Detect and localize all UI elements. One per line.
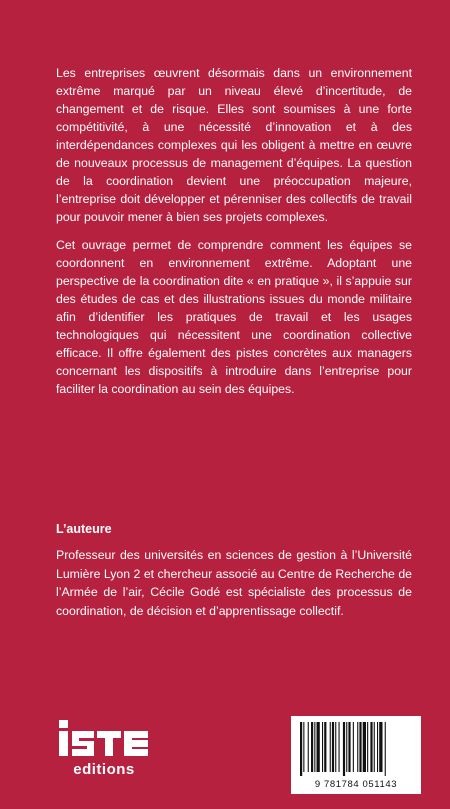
barcode-bar [379, 722, 382, 772]
description-paragraph-2: Cet ouvrage permet de comprendre comment les équipes se coordonnent en environnement extrême. Adoptant une perspective de la coordination dite « en pratique », il s’appuie sur des études de cas et des illustrations issues du monde militaire afin d’identifier les pratiques de travail et les usages technologiques qui nécessitent une coordination collective efficace. Il offre également des pistes concrètes aux managers concernant les dispositifs à introduire dans l’entreprise pour faciliter la coordination au sein des équipes. [56, 238, 412, 396]
barcode-bar [314, 722, 315, 772]
barcode-bar [357, 722, 358, 772]
barcode-bar [322, 722, 323, 772]
barcode-bar [370, 722, 372, 772]
author-heading: L’auteure [56, 522, 112, 536]
barcode-bar [367, 722, 368, 772]
barcode-bar [346, 722, 347, 772]
logo-editions-text: editions [73, 761, 135, 778]
iste-logo-graphic [56, 718, 152, 778]
barcode-bar [303, 722, 304, 772]
barcode-digits: 9 781784 051143 [314, 779, 398, 790]
author-bio: Professeur des universités en sciences de gestion à l’Université Lumière Lyon 2 et chercheur associé au Centre de Recherche de l’Armée de l’air, Cécile Godé est spécialiste des processus de coordination, de décision et d’apprentissage collectif. [56, 548, 412, 618]
back-cover-description [56, 64, 412, 398]
barcode-bar [359, 722, 361, 772]
barcode-bar [374, 722, 375, 772]
barcode-bars [300, 722, 412, 776]
barcode-bar [330, 722, 331, 772]
barcode-bar [324, 722, 326, 772]
barcode-bar [353, 722, 354, 772]
barcode-bar [339, 722, 340, 772]
barcode-bar [300, 722, 302, 776]
barcode-bar [348, 722, 350, 772]
barcode-bar [385, 722, 386, 776]
barcode-bar [308, 722, 309, 772]
description-paragraph-1: Les entreprises œuvrent désormais dans un environnement extrême marqué par un niveau élevé d’incertitude, de changement et de risque. Elles sont soumises à une forte compétitivité, à une nécessité d’innovation et à des interdépendances complexes qui les obligent à mettre en œuvre de nouveaux processus de management d’équipes. La question de la coordination devient une préoccupation majeure, l’entreprise doit développer et pérenniser des collectifs de travail pour pouvoir mener à bien ses projets complexes. [56, 66, 412, 224]
barcode-bar [335, 722, 336, 772]
barcode-bar [311, 722, 313, 772]
barcode-bar [343, 722, 345, 776]
barcode-bar [377, 722, 378, 772]
barcode-bar [363, 722, 366, 772]
barcode-bar [332, 722, 334, 772]
barcode-bar [317, 722, 320, 772]
isbn-barcode [291, 716, 421, 794]
iste-editions-logo [56, 718, 152, 778]
